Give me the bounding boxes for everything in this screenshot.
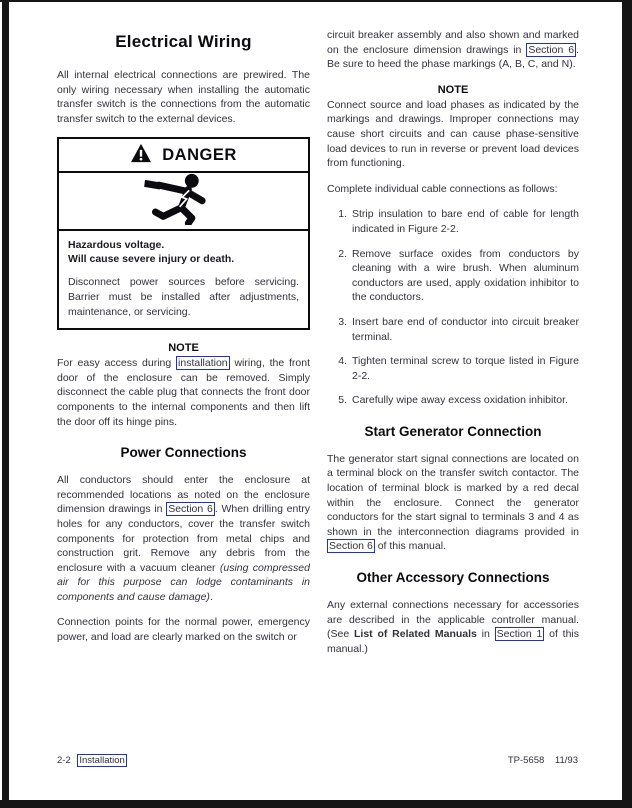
note-text-before: For easy access during (57, 357, 177, 370)
step-text: Carefully wipe away excess oxidation inhibitor. (352, 394, 568, 407)
step-number: 2. (338, 247, 347, 260)
step-item (327, 354, 579, 383)
step-text: Insert bare end of conductor into circuit breaker terminal. (352, 315, 579, 343)
danger-text-panel (59, 231, 308, 328)
page-title: Electrical Wiring (115, 32, 252, 51)
step-text: Strip insulation to bare end of cable for length indicated in Figure 2-2. (352, 208, 579, 235)
oa-text-mid: in (476, 628, 495, 641)
oa-text-after: of this manual.) (327, 628, 579, 655)
installation-footer-link[interactable]: Installation (79, 755, 125, 766)
step-text: Remove surface oxides from conductors by cleaning with a wire brush. When aluminum conductors are used, apply oxidation inhibitor to the conductors. (352, 247, 579, 304)
section-6-link-2[interactable]: Section 6 (528, 43, 575, 56)
footer-page-number: 2-2 (57, 755, 71, 766)
scan-edge-right (622, 0, 632, 808)
step-number: 3. (338, 315, 347, 328)
oa-text-before: Any external connections necessary for accessories are described in the applicable controller manual. (See (327, 599, 579, 641)
danger-body-text: Disconnect power sources before servicing. Barrier must be installed after adjustments, maintenance, or servicing. (68, 276, 299, 318)
note-text-after: wiring, the front door of the enclosure can be removed. Simply disconnect the cable plug that connects the front door components to the internal components and then lift the door off its hinge pins. (57, 357, 310, 428)
step-number: 5. (338, 394, 347, 407)
note-heading-right: NOTE (437, 83, 469, 96)
power-connections-heading: Power Connections (120, 445, 247, 461)
intro-paragraph: All internal electrical connections are prewired. The only wiring necessary when installing the automatic transfer switch is the connections from the automatic transfer switch to the external devices. (57, 69, 310, 125)
step-text: Tighten terminal screw to torque listed in Figure 2-2. (352, 355, 579, 382)
scan-edge-left (2, 0, 9, 808)
danger-box-header (59, 139, 308, 173)
scan-edge-top (0, 0, 632, 2)
scan-edge-bottom (0, 800, 632, 808)
continued-paragraph (327, 28, 579, 72)
step-number: 4. (338, 355, 347, 368)
start-generator-paragraph (327, 452, 579, 554)
danger-pictogram-panel (59, 173, 308, 231)
oa-bold-text: List of Related Manuals (353, 628, 477, 641)
left-column (57, 28, 310, 645)
cont-text-before: circuit breaker assembly and also shown and marked on the enclosure dimension drawings in (327, 29, 579, 56)
electrocution-hazard-icon (136, 173, 232, 230)
section-6-link-1[interactable]: Section 6 (168, 503, 213, 516)
section-6-link-3[interactable]: Section 6 (329, 540, 373, 553)
step-item (327, 393, 579, 408)
note-paragraph (57, 356, 310, 429)
danger-bold-line-1: Hazardous voltage. (68, 239, 165, 252)
step-item (327, 207, 579, 236)
danger-box (57, 137, 310, 330)
danger-label: DANGER (162, 146, 237, 165)
pc-text-italic: (using compressed air for this purpose can lodge contaminants in components and cause damage) (57, 561, 310, 603)
footer-right (500, 755, 578, 766)
pc-text-end: . (209, 590, 213, 603)
right-column (327, 28, 579, 656)
footer-left (57, 755, 131, 766)
power-connections-paragraph-1 (57, 473, 310, 604)
other-accessory-paragraph (327, 598, 579, 656)
cable-steps-intro: Complete individual cable connections as follows: (327, 182, 558, 195)
footer-doc-date: 11/93 (554, 755, 578, 766)
installation-link[interactable]: installation (178, 357, 228, 370)
cable-connection-steps (327, 207, 579, 408)
danger-bold-line-2: Will cause severe injury or death. (68, 253, 235, 266)
sg-text-before: The generator start signal connections are located on a terminal block on the transfer switch contactor. The location of terminal block is marked by a red decal within the enclosure. Connect the generator conductors for the start signal to terminals 3 and 4 as shown in the interconnection diagrams provided in (327, 452, 579, 538)
section-1-link[interactable]: Section 1 (496, 628, 543, 641)
pc-text-before: All conductors should enter the enclosure at recommended locations as noted on the enclosure dimension drawings in (57, 474, 310, 516)
note-paragraph-right: Connect source and load phases as indicated by the markings and drawings. Improper connections may cause short circuits and can cause phase-sensitive load devices to run in reverse or prevent load devices from functioning. (327, 98, 579, 170)
cont-text-after: . Be sure to heed the phase markings (A, B, C, and N). (327, 43, 580, 71)
step-item (327, 247, 579, 305)
footer-doc-number: TP-5658 (507, 755, 545, 766)
warning-triangle-icon (130, 143, 152, 168)
pc-text-mid: . When drilling entry holes for any conductors, cover the transfer switch components for protection from metal chips and construction grit. Remove any debris from the enclosure with a vacuum cleaner (57, 503, 311, 574)
step-item (327, 315, 579, 344)
sg-text-after: of this manual. (374, 540, 446, 553)
start-generator-heading: Start Generator Connection (364, 423, 542, 439)
other-accessory-heading: Other Accessory Connections (356, 570, 550, 586)
page-footer (57, 755, 578, 766)
note-heading: NOTE (168, 342, 199, 355)
step-number: 1. (338, 208, 347, 221)
power-connections-paragraph-2: Connection points for the normal power, emergency power, and load are clearly marked on the switch or (57, 616, 310, 644)
